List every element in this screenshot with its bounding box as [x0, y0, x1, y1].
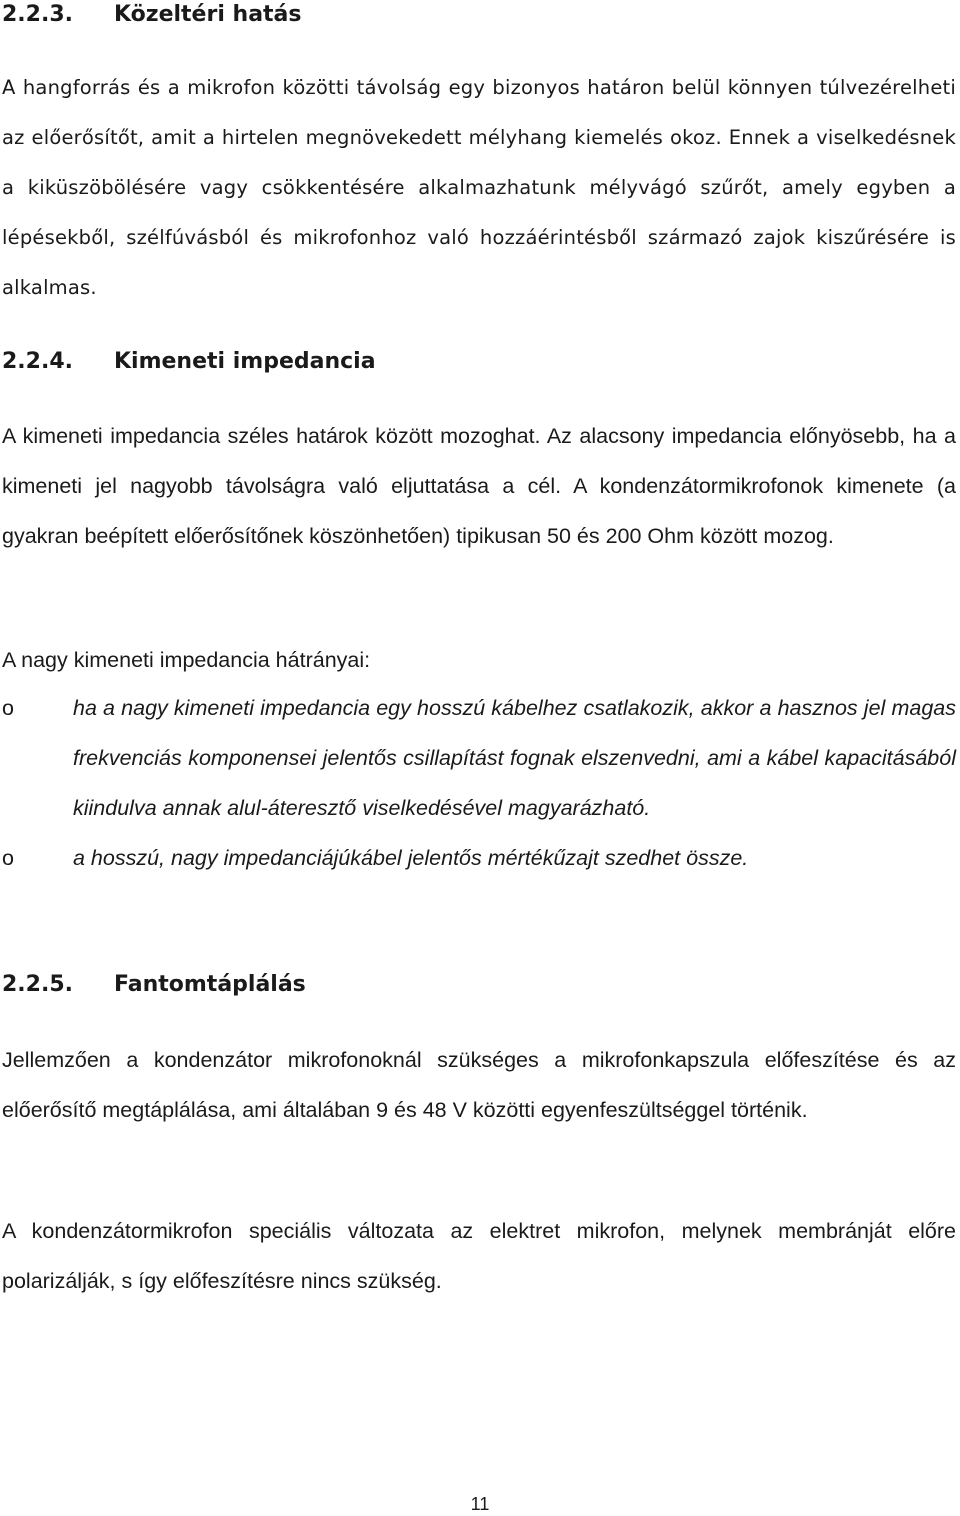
list-bullet: o: [2, 846, 14, 870]
disadvantages-list: [2, 683, 956, 883]
section-heading-2-2-4: [2, 347, 376, 377]
section-title: Fantomtáplálás: [114, 972, 306, 997]
paragraph-output-impedance: A kimeneti impedancia széles határok között mozoghat. Az alacsony impedancia előnyösebb, ha a kimeneti jel nagyobb távolságra való eljuttatása a cél. A kondenzátormikrofonok kimenete (a gyakran beépített előerősítőnek köszönhetően) tipikusan 50 és 200 Ohm között mozog.: [2, 424, 956, 548]
list-bullet: o: [2, 696, 14, 720]
section-title: Kimeneti impedancia: [114, 349, 376, 374]
section-heading-2-2-5: [2, 970, 306, 1000]
list-item-text: ha a nagy kimeneti impedancia egy hosszú kábelhez csatlakozik, akkor a hasznos jel magas frekvenciás komponensei jelentős csillapítást fognak elszenvedni, ami a kábel kapacitásából kiindulva annak alul-áteresztő viselkedésével magyarázható.: [73, 696, 956, 820]
section-heading-2-2-3: [2, 0, 302, 30]
paragraph-impedance-disadvantages-intro: A nagy kimeneti impedancia hátrányai:: [2, 648, 371, 672]
section-number: 2.2.5.: [2, 972, 73, 997]
list-item: [2, 683, 956, 833]
list-item: [2, 833, 956, 883]
paragraph-near-field-effect: A hangforrás és a mikrofon közötti távolság egy bizonyos határon belül könnyen túlvezérelheti az előerősítőt, amit a hirtelen megnövekedett mélyhang kiemelés okoz. Ennek a viselkedésnek a kiküszöbölésére vagy csökkentésére alkalmazhatunk mélyvágó szűrőt, amely egyben a lépésekből, szélfúvásból és mikrofonhoz való hozzáérintésből származó zajok kiszűrésére is alkalmas.: [2, 76, 956, 299]
section-title: Közeltéri hatás: [114, 2, 302, 27]
page-number: 11: [470, 1494, 490, 1514]
paragraph-electret-microphone: A kondenzátormikrofon speciális változata az elektret mikrofon, melynek membránját előre polarizálják, s így előfeszítésre nincs szükség.: [2, 1219, 956, 1293]
list-item-text: a hosszú, nagy impedanciájúkábel jelentős mértékűzajt szedhet össze.: [73, 846, 749, 870]
section-number: 2.2.3.: [2, 2, 73, 27]
paragraph-phantom-power: Jellemzően a kondenzátor mikrofonoknál szükséges a mikrofonkapszula előfeszítése és az előerősítő megtáplálása, ami általában 9 és 48 V közötti egyenfeszültséggel történik.: [2, 1048, 956, 1122]
section-number: 2.2.4.: [2, 349, 73, 374]
